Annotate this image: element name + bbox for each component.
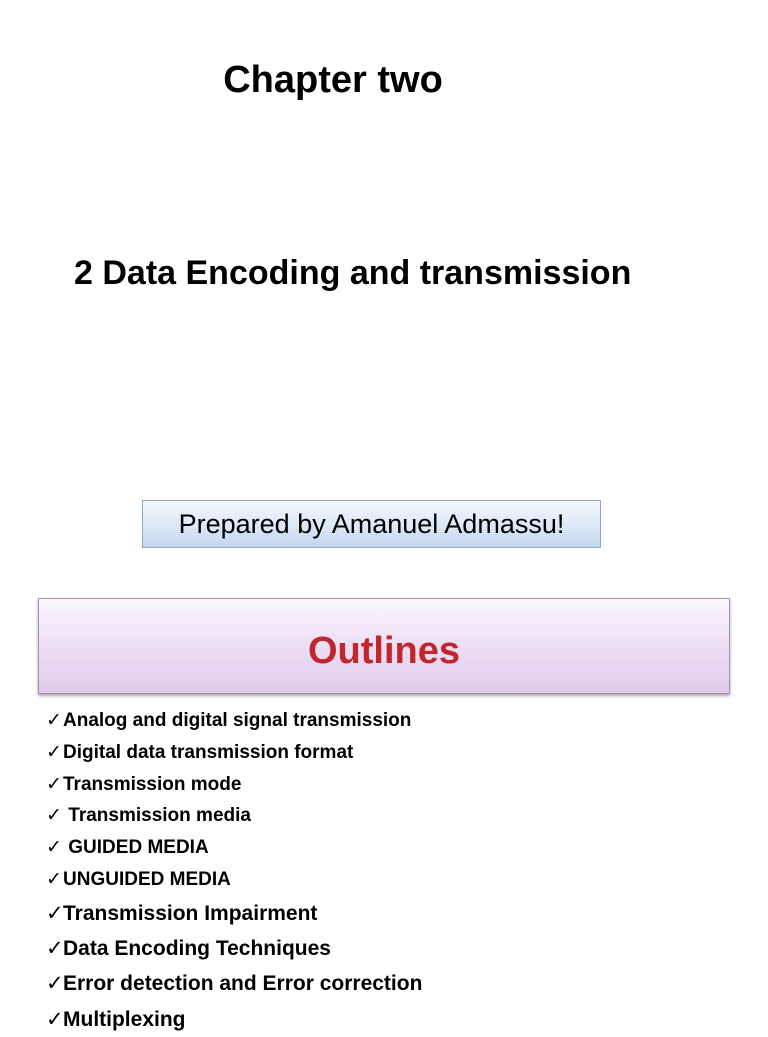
chapter-subtitle: 2 Data Encoding and transmission [74, 254, 632, 292]
outline-item [46, 1002, 746, 1037]
chapter-title: Chapter two [223, 59, 443, 101]
checkmark-icon: ✓ [46, 1007, 64, 1031]
outline-item [46, 864, 746, 896]
outline-item [46, 896, 746, 931]
outline-item [46, 769, 746, 801]
author-label: Prepared by Amanuel Admassu! [178, 509, 565, 539]
outline-item [46, 705, 746, 737]
checkmark-icon: ✓ [46, 868, 62, 890]
checkmark-icon: ✓ [46, 741, 62, 763]
checkmark-icon: ✓ [46, 773, 62, 795]
outline-item [46, 966, 746, 1001]
outlines-heading: Outlines [307, 630, 461, 672]
outlines-header-box [38, 598, 730, 694]
outline-item-label: Transmission Impairment [63, 901, 318, 925]
outline-item-label: UNGUIDED MEDIA [63, 868, 231, 890]
author-box [142, 500, 601, 548]
outline-item-label: Data Encoding Techniques [63, 937, 331, 961]
outline-item-label: Analog and digital signal transmission [63, 710, 412, 731]
outline-item-label: Error detection and Error correction [63, 972, 423, 996]
outline-item [46, 800, 746, 832]
checkmark-icon: ✓ [46, 901, 64, 925]
outline-list [46, 705, 746, 1037]
outline-item-label: Transmission media [63, 805, 251, 827]
outline-item [46, 737, 746, 769]
checkmark-icon: ✓ [46, 972, 64, 996]
checkmark-icon: ✓ [46, 937, 64, 961]
checkmark-icon: ✓ [46, 837, 62, 859]
checkmark-icon: ✓ [46, 710, 62, 731]
checkmark-icon: ✓ [46, 805, 62, 827]
outline-item [46, 931, 746, 966]
outline-item-label: Transmission mode [63, 773, 242, 795]
outline-item [46, 832, 746, 864]
outline-item-label: GUIDED MEDIA [63, 837, 209, 859]
outline-item-label: Digital data transmission format [63, 741, 354, 763]
outline-item-label: Multiplexing [63, 1007, 186, 1031]
